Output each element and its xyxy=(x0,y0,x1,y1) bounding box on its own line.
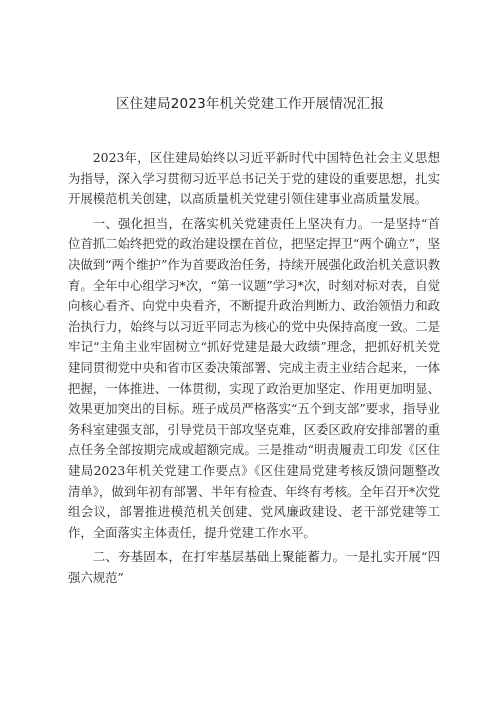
section-1-heading: 一、强化担当，在落实机关党建责任上坚决有力。 xyxy=(92,215,371,231)
section-2-heading: 二、夯基固本，在打牢基层基础上聚能蓄力。 xyxy=(92,549,346,565)
document-body xyxy=(68,148,440,592)
section-1-paragraph xyxy=(68,214,440,544)
intro-paragraph: 2023年，区住建局始终以习近平新时代中国特色社会主义思想为指导，深入学习贯彻习近平总书记关于党的建设的重要思想，扎实开展模范机关创建，以高质量机关党建引领住建事业高质量发展。 xyxy=(68,150,440,207)
section-2-text: 一是扎实开展“四强六规范” xyxy=(68,549,441,585)
section-1-text: 一是坚持“首位首抓二始终把党的政治建设摆在首位，把坚定捍卫“两个确立”，坚决做到“两个维护”作为首要政治任务，持续开展强化政治机关意识教育。全年中心组学习*次，“第一议题”学习*次，时刻对标对表，自觉向核心看齐、向党中央看齐，不断提升政治判断力、政治领悟力和政治执行力，始终与以习近平同志为核心的党中央保持高度一致。二是牢记“主角主业牢固树立“抓好党建是最大政绩”理念，把抓好机关党建同贯彻党中央和省市区委决策部署、完成主责主业结合起来，一体把握，一体推进、一体贯彻，实现了政治更加坚定、作用更加明显、效果更加突出的目标。班子成员严格落实“五个到支部”要求，指导业务科室建强支部，引导党员干部攻坚克难，区委区政府安排部署的重点任务全部按期完成或超额完成。三是推动“明责履责工印发《区住建局2023年机关党建工作要点》《区住建局党建考核反馈问题整改清单》，做到年初有部署、半年有检查、年终有考核。全年召开*次党组会议，部署推进模范机关创建、党风廉政建设、老干部党建等工作，全面落实主体责任，提升党建工作水平。 xyxy=(68,215,441,540)
document-title: 区住建局2023年机关党建工作开展情况汇报 xyxy=(115,96,385,112)
section-2-paragraph xyxy=(68,547,440,588)
